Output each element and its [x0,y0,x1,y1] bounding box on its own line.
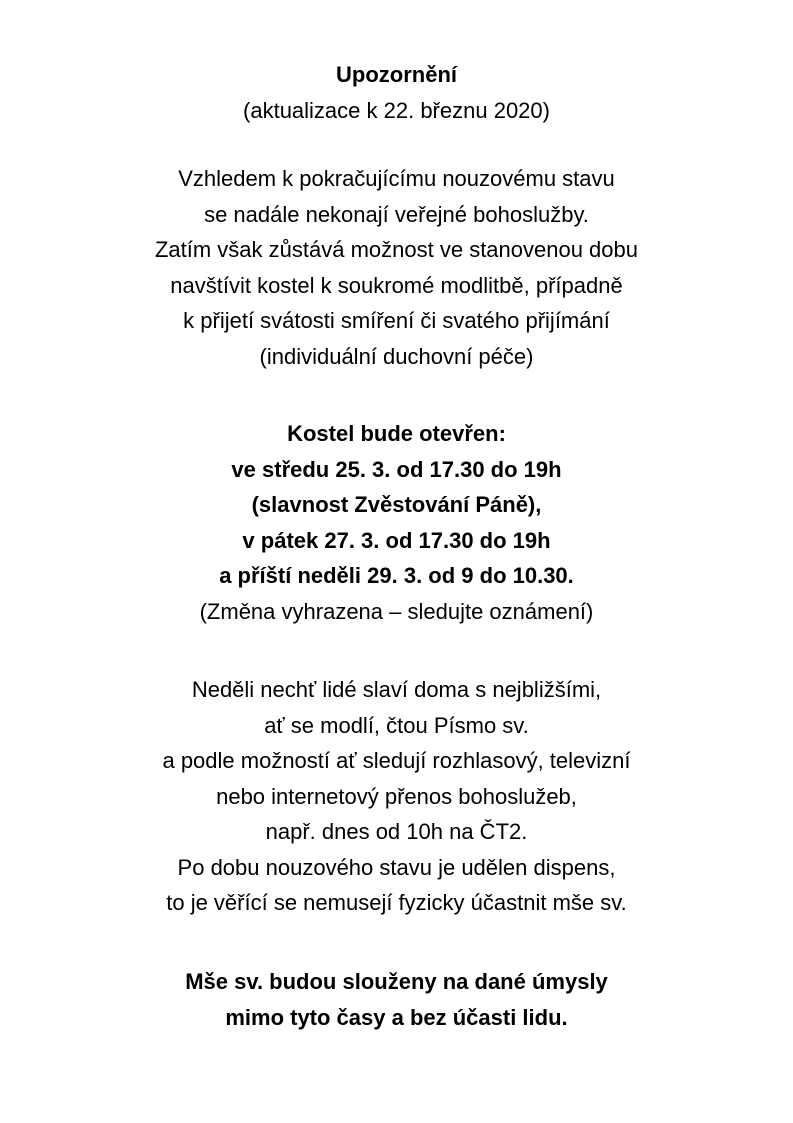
schedule-line: ve středu 25. 3. od 17.30 do 19h [231,456,562,482]
schedule-note: (Změna vyhrazena – sledujte oznámení) [199,598,594,624]
intro-line: navštívit kostel k soukromé modlitbě, případně [170,272,623,298]
sunday-line: ať se modlí, čtou Písmo sv. [264,712,529,738]
schedule-section [0,416,793,629]
schedule-line: v pátek 27. 3. od 17.30 do 19h [242,527,551,553]
sunday-line: to je věřící se nemusejí fyzicky účastnit mše sv. [166,890,627,915]
intro-line: Vzhledem k pokračujícímu nouzovému stavu [178,166,615,191]
sunday-line: např. dnes od 10h na ČT2. [265,819,528,844]
schedule-line: (slavnost Zvěstování Páně), [251,492,542,517]
intro-line: Zatím však zůstává možnost ve stanovenou dobu [154,237,639,262]
closing-line: mimo tyto časy a bez účasti lidu. [225,1004,568,1030]
notice-header [0,57,793,128]
intro-paragraph [0,161,793,374]
intro-line: se nadále nekonají veřejné bohoslužby. [204,201,589,227]
intro-line: (individuální duchovní péče) [259,343,534,369]
notice-title: Upozornění [336,62,457,87]
schedule-heading: Kostel bude otevřen: [287,421,506,446]
closing-line: Mše sv. budou slouženy na dané úmysly [185,969,608,994]
sunday-line: Neděli nechť lidé slaví doma s nejbližšími, [191,677,602,702]
intro-line: k přijetí svátosti smíření či svatého přijímání [183,308,610,333]
sunday-line: nebo internetový přenos bohoslužeb, [216,783,577,809]
sunday-line: Po dobu nouzového stavu je udělen dispens, [177,854,616,880]
sunday-paragraph [0,672,793,921]
notice-update-date: (aktualizace k 22. březnu 2020) [243,97,550,123]
closing-paragraph [0,964,793,1035]
schedule-line: a příští neděli 29. 3. od 9 do 10.30. [219,563,574,588]
sunday-line: a podle možností ať sledují rozhlasový, televizní [162,748,631,773]
